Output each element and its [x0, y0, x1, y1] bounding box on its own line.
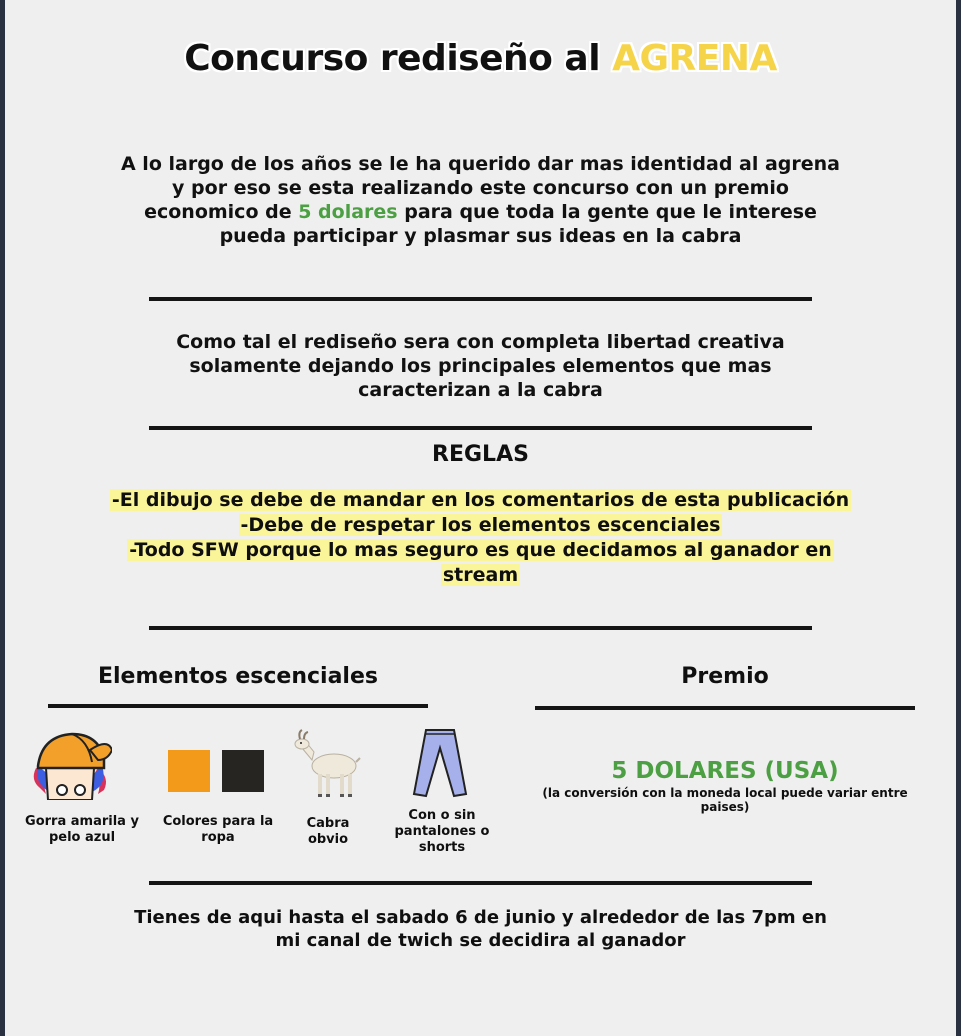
intro-prize-highlight: 5 dolares	[298, 201, 398, 223]
prize-note: (la conversión con la moneda local puede variar entre paises)	[542, 786, 908, 814]
prize-amount: 5 DOLARES (USA)	[611, 758, 839, 784]
cap-hair-icon	[28, 728, 112, 800]
rules-heading: REGLAS	[432, 442, 529, 467]
rules-list	[100, 488, 861, 588]
color-swatches-icon	[164, 746, 268, 794]
footer-text: Tienes de aqui hasta el sabado 6 de junio y alrededor de las 7pm en mi canal de twich se decidira al ganador	[134, 907, 827, 951]
rule-item: -Todo SFW porque lo mas seguro es que decidamos al ganador en stream	[129, 539, 832, 586]
element-label: Cabra obvio	[306, 816, 350, 847]
intro-text-after: para que toda la gente que le interese pueda participar y plasmar sus ideas en la cabra	[219, 201, 817, 247]
intro-paragraph	[120, 152, 841, 248]
freedom-paragraph: Como tal el rediseño sera con completa libertad creativa solamente dejando los principales elementos que mas caracterizan a la cabra	[176, 331, 785, 401]
element-label: Con o sin pantalones o shorts	[394, 808, 490, 855]
divider	[149, 626, 812, 630]
divider	[48, 704, 428, 708]
rule-item: -El dibujo se debe de mandar en los comentarios de esta publicación	[111, 489, 850, 511]
page-title	[0, 38, 961, 79]
divider	[149, 881, 812, 885]
divider	[149, 297, 812, 301]
pants-icon	[408, 728, 472, 800]
title-accent: AGRENA	[612, 38, 777, 79]
divider	[535, 706, 915, 710]
prize-heading: Premio	[681, 664, 769, 689]
elements-heading: Elementos escenciales	[97, 664, 378, 689]
goat-icon	[292, 728, 364, 800]
element-label: Colores para la ropa	[162, 814, 274, 845]
rule-item: -Debe de respetar los elementos escenciales	[240, 514, 721, 536]
intro-text-before: A lo largo de los años se le ha querido dar mas identidad al agrena y por eso se esta realizando este concurso con un premio economico de	[120, 153, 841, 223]
title-main: Concurso rediseño al	[184, 38, 601, 79]
divider	[149, 426, 812, 430]
element-label: Gorra amarila y pelo azul	[25, 814, 139, 845]
